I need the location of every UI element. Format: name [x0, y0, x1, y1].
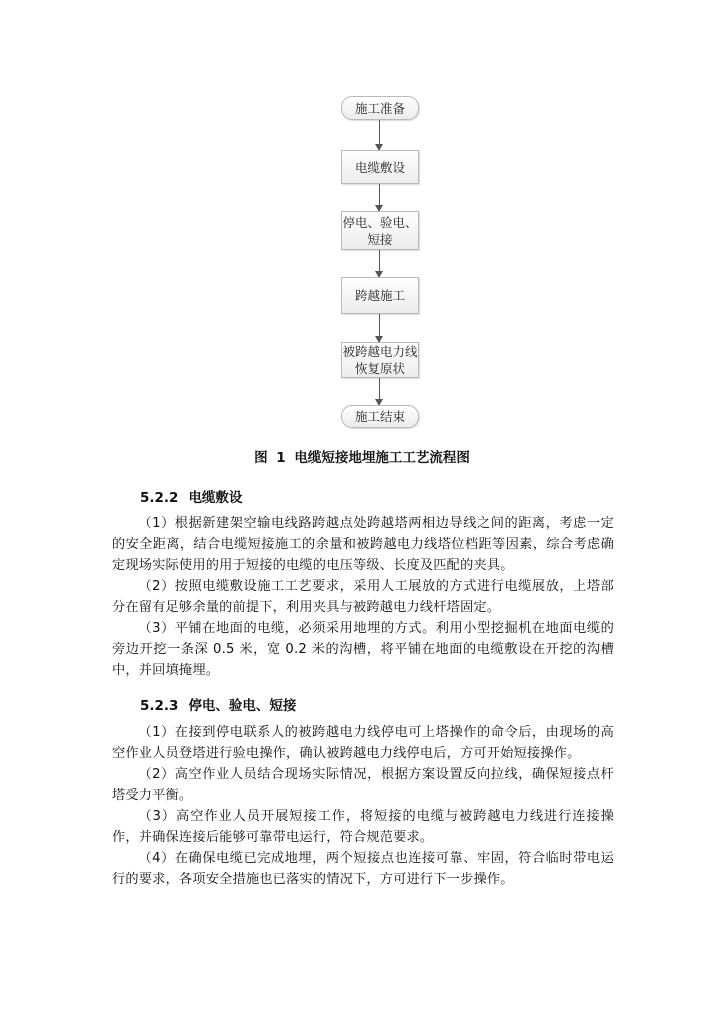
flow-step-start: 施工准备 — [341, 96, 419, 120]
flow-arrow — [379, 250, 380, 277]
figure-caption: 图 1 电缆短接地埋施工工艺流程图 — [254, 450, 470, 466]
paragraph: （3）平铺在地面的电缆，必须采用地埋的方式。利用小型挖掘机在地面电缆的旁边开挖一条深 0.5 米，宽 0.2 米的沟槽，将平铺在地面的电缆敷设在开挖的沟槽中，并回填掩埋。 — [112, 621, 614, 678]
flow-step-cable-laying: 电缆敷设 — [341, 150, 419, 184]
section-body — [112, 513, 614, 681]
paragraph: （4）在确保电缆已完成地埋，两个短接点也连接可靠、牢固，符合临时带电运行的要求，各项安全措施也已落实的情况下，方可进行下一步操作。 — [112, 851, 614, 887]
paragraph: （2）按照电缆敷设施工工艺要求，采用人工展放的方式进行电缆展放，上塔部分在留有足够余量的前提下，利用夹具与被跨越电力线杆塔固定。 — [112, 579, 614, 615]
section-number: 5.2.3 — [140, 698, 179, 714]
flow-arrow — [379, 120, 380, 150]
flow-step-restore: 被跨越电力线恢复原状 — [342, 344, 418, 376]
flow-arrow — [379, 378, 380, 405]
section-body — [112, 722, 614, 890]
flow-arrow — [379, 184, 380, 211]
paragraph: （1）根据新建架空输电线路跨越点处跨越塔两相边导线之间的距离，考虑一定的安全距离，结合电缆短接施工的余量和被跨越电力线塔位档距等因素，综合考虑确定现场实际使用的用于短接的电缆的电压等级、长度及匹配的夹具。 — [112, 516, 614, 573]
paragraph: （3）高空作业人员开展短接工作，将短接的电缆与被跨越电力线进行连接操作，并确保连接后能够可靠带电运行，符合规范要求。 — [112, 809, 614, 845]
flow-step-crossing: 跨越施工 — [341, 277, 419, 314]
paragraph: （2）高空作业人员结合现场实际情况，根据方案设置反向拉线，确保短接点杆塔受力平衡。 — [112, 767, 614, 803]
flow-step-end: 施工结束 — [341, 405, 419, 428]
process-flowchart — [0, 0, 724, 440]
section-title: 停电、验电、短接 — [188, 698, 297, 714]
flow-step-power-off: 停电、验电、短接 — [341, 211, 419, 250]
section-title: 电缆敷设 — [188, 490, 243, 506]
section-number: 5.2.2 — [140, 490, 179, 506]
section-heading — [140, 486, 242, 506]
section-heading — [140, 694, 296, 714]
flow-arrow — [379, 314, 380, 342]
paragraph: （1）在接到停电联系人的被跨越电力线停电可上塔操作的命令后，由现场的高空作业人员登塔进行验电操作，确认被跨越电力线停电后，方可开始短接操作。 — [112, 725, 614, 761]
